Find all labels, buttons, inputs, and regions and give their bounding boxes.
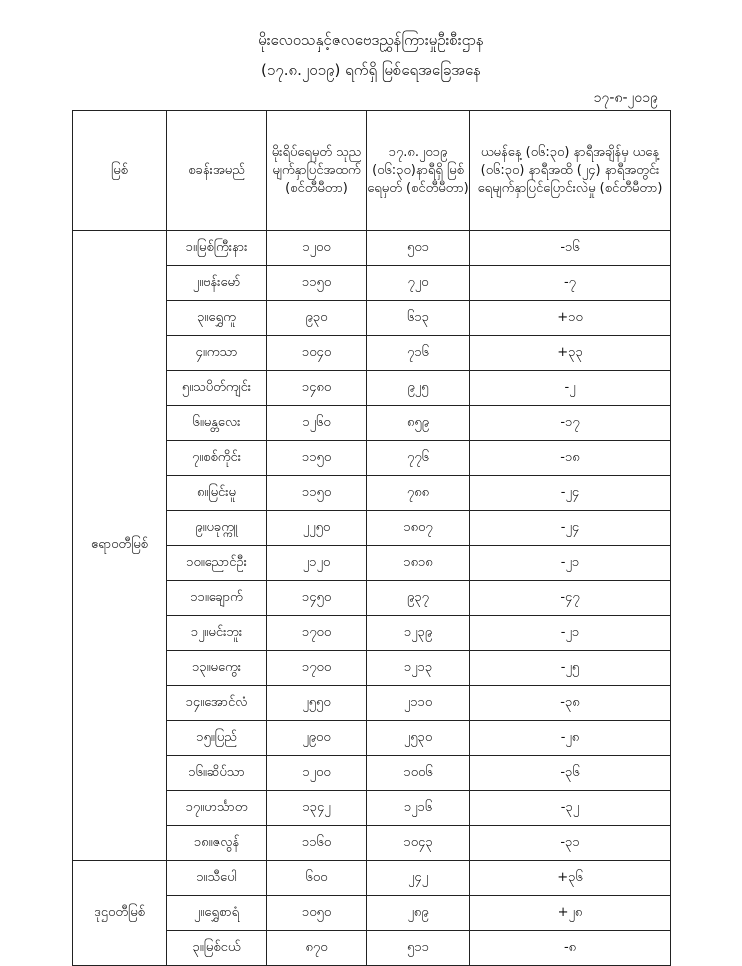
level-change-value: -၁၇ xyxy=(470,406,671,441)
column-header-river: မြစ် xyxy=(73,111,167,231)
station-name: ၁။သီပေါ xyxy=(167,861,267,896)
level-change-value: -၂၄ xyxy=(470,476,671,511)
current-level-value: ၁၂၁၃ xyxy=(367,651,470,686)
station-name: ၃။ရွှေကူ xyxy=(167,301,267,336)
level-change-value: +၁၀ xyxy=(470,301,671,336)
danger-level-value: ၁၇၀၀ xyxy=(267,616,367,651)
column-header-current-level: ၁၇.၈.၂၀၁၉ (၀၆:၃၀)နာရီရှိ မြစ်ရေမှတ် (စင်တီမီတာ) xyxy=(367,111,470,231)
level-change-value: -၂၅ xyxy=(470,651,671,686)
station-name: ၁၁။ချောက် xyxy=(167,581,267,616)
current-level-value: ၂၁၁၀ xyxy=(367,686,470,721)
station-name: ၉။ပခုက္ကူ xyxy=(167,511,267,546)
danger-level-value: ၁၁၅၀ xyxy=(267,441,367,476)
current-level-value: ၈၅၉ xyxy=(367,406,470,441)
current-level-value: ၉၂၅ xyxy=(367,371,470,406)
station-name: ၂။ရွှေစာရံ xyxy=(167,896,267,931)
danger-level-value: ၁၀၄၀ xyxy=(267,336,367,371)
current-level-value: ၁၂၃၉ xyxy=(367,616,470,651)
current-level-value: ၂၄၂ xyxy=(367,861,470,896)
level-change-value: -၃၂ xyxy=(470,791,671,826)
current-level-value: ၁၈၁၈ xyxy=(367,546,470,581)
level-change-value: -၄၇ xyxy=(470,581,671,616)
table-body xyxy=(73,231,671,966)
level-change-value: -၂ xyxy=(470,371,671,406)
river-name: ဧရာဝတီမြစ် xyxy=(73,231,167,861)
river-name: ဒုဌဝတီမြစ် xyxy=(73,861,167,966)
station-name: ၁၇။ဟင်္သာတ xyxy=(167,791,267,826)
level-change-value: -၁၆ xyxy=(470,231,671,266)
level-change-value: -၃၁ xyxy=(470,826,671,861)
station-name: ၁၀။ညောင်ဦး xyxy=(167,546,267,581)
station-name: ၈။မြင်းမူ xyxy=(167,476,267,511)
danger-level-value: ၁၃၄၂ xyxy=(267,791,367,826)
station-name: ၆။မန္တလေး xyxy=(167,406,267,441)
current-level-value: ၁၂၁၆ xyxy=(367,791,470,826)
level-change-value: +၃၆ xyxy=(470,861,671,896)
station-name: ၁၂။မင်းဘူး xyxy=(167,616,267,651)
level-change-value: -၂၈ xyxy=(470,721,671,756)
level-change-value: +၂၈ xyxy=(470,896,671,931)
current-level-value: ၁၈၀၇ xyxy=(367,511,470,546)
table-header-row xyxy=(73,111,671,231)
department-title: မိုးလေဝသနှင့်ဇလဗေဒညွှန်ကြားမှုဦးစီးဌာန xyxy=(258,31,484,49)
station-name: ၃။မြစ်ငယ် xyxy=(167,931,267,966)
danger-level-value: ၁၁၅၀ xyxy=(267,476,367,511)
station-name: ၁၃။မကွေး xyxy=(167,651,267,686)
column-header-danger-level: မိုးရိပ်ရေမှတ် သုညမျက်နှာပြင်အထက် (စင်တီမီတာ) xyxy=(267,111,367,231)
current-level-value: ၇၇၆ xyxy=(367,441,470,476)
danger-level-value: ၁၄၈၀ xyxy=(267,371,367,406)
station-name: ၂။ဗန်းမော် xyxy=(167,266,267,301)
current-level-value: ၂၅၃၀ xyxy=(367,721,470,756)
danger-level-value: ၁၂၀၀ xyxy=(267,231,367,266)
report-subtitle: (၁၇.၈.၂၀၁၉) ရက်ရှိ မြစ်ရေအခြေအနေ xyxy=(261,61,481,79)
station-name: ၁၆။ဆိပ်သာ xyxy=(167,756,267,791)
danger-level-value: ၂၂၅၀ xyxy=(267,511,367,546)
current-level-value: ၁၀၀၆ xyxy=(367,756,470,791)
danger-level-value: ၁၂၆၀ xyxy=(267,406,367,441)
water-level-table xyxy=(72,110,671,966)
level-change-value: -၃၈ xyxy=(470,686,671,721)
table-row xyxy=(73,231,671,266)
level-change-value: +၃၃ xyxy=(470,336,671,371)
station-name: ၅။သပိတ်ကျင်း xyxy=(167,371,267,406)
column-header-station: စခန်းအမည် xyxy=(167,111,267,231)
danger-level-value: ၁၄၅၀ xyxy=(267,581,367,616)
column-header-24h-change: ယမန်နေ့ (၀၆:၃၀) နာရီအချိန်မှ ယနေ့ (၀၆:၃၀) နာရီအထိ (၂၄) နာရီအတွင်း ရေမျက်နှာပြင်ပြောင်းလဲမှု (စင်တီမီတာ) xyxy=(470,111,671,231)
station-name: ၁၈။ဇလွန် xyxy=(167,826,267,861)
current-level-value: ၇၂၀ xyxy=(367,266,470,301)
current-level-value: ၉၃၇ xyxy=(367,581,470,616)
danger-level-value: ၁၁၅၀ xyxy=(267,266,367,301)
level-change-value: -၃၆ xyxy=(470,756,671,791)
danger-level-value: ၁၇၀၀ xyxy=(267,651,367,686)
danger-level-value: ၆၀၀ xyxy=(267,861,367,896)
current-level-value: ၅၁၁ xyxy=(367,931,470,966)
station-name: ၁၅။ပြည် xyxy=(167,721,267,756)
danger-level-value: ၉၃၀ xyxy=(267,301,367,336)
level-change-value: -၂၁ xyxy=(470,546,671,581)
station-name: ၄။ကသာ xyxy=(167,336,267,371)
current-level-value: ၇၁၆ xyxy=(367,336,470,371)
danger-level-value: ၂၉၀၀ xyxy=(267,721,367,756)
current-level-value: ၇၈၈ xyxy=(367,476,470,511)
danger-level-value: ၂၅၅၀ xyxy=(267,686,367,721)
current-level-value: ၁၀၄၃ xyxy=(367,826,470,861)
level-change-value: -၈ xyxy=(470,931,671,966)
station-name: ၇။စစ်ကိုင်း xyxy=(167,441,267,476)
level-change-value: -၂၁ xyxy=(470,616,671,651)
danger-level-value: ၁၂၀၀ xyxy=(267,756,367,791)
current-level-value: ၆၁၃ xyxy=(367,301,470,336)
station-name: ၁၄။အောင်လံ xyxy=(167,686,267,721)
danger-level-value: ၈၇၀ xyxy=(267,931,367,966)
danger-level-value: ၁၁၆၀ xyxy=(267,826,367,861)
danger-level-value: ၂၁၂၀ xyxy=(267,546,367,581)
level-change-value: -၇ xyxy=(470,266,671,301)
table-row xyxy=(73,861,671,896)
report-date: ၁၇-၈-၂၀၁၉ xyxy=(593,90,658,106)
level-change-value: -၂၄ xyxy=(470,511,671,546)
current-level-value: ၂၈၉ xyxy=(367,896,470,931)
current-level-value: ၅၀၁ xyxy=(367,231,470,266)
danger-level-value: ၁၀၅၀ xyxy=(267,896,367,931)
station-name: ၁။မြစ်ကြီးနား xyxy=(167,231,267,266)
level-change-value: -၁၈ xyxy=(470,441,671,476)
